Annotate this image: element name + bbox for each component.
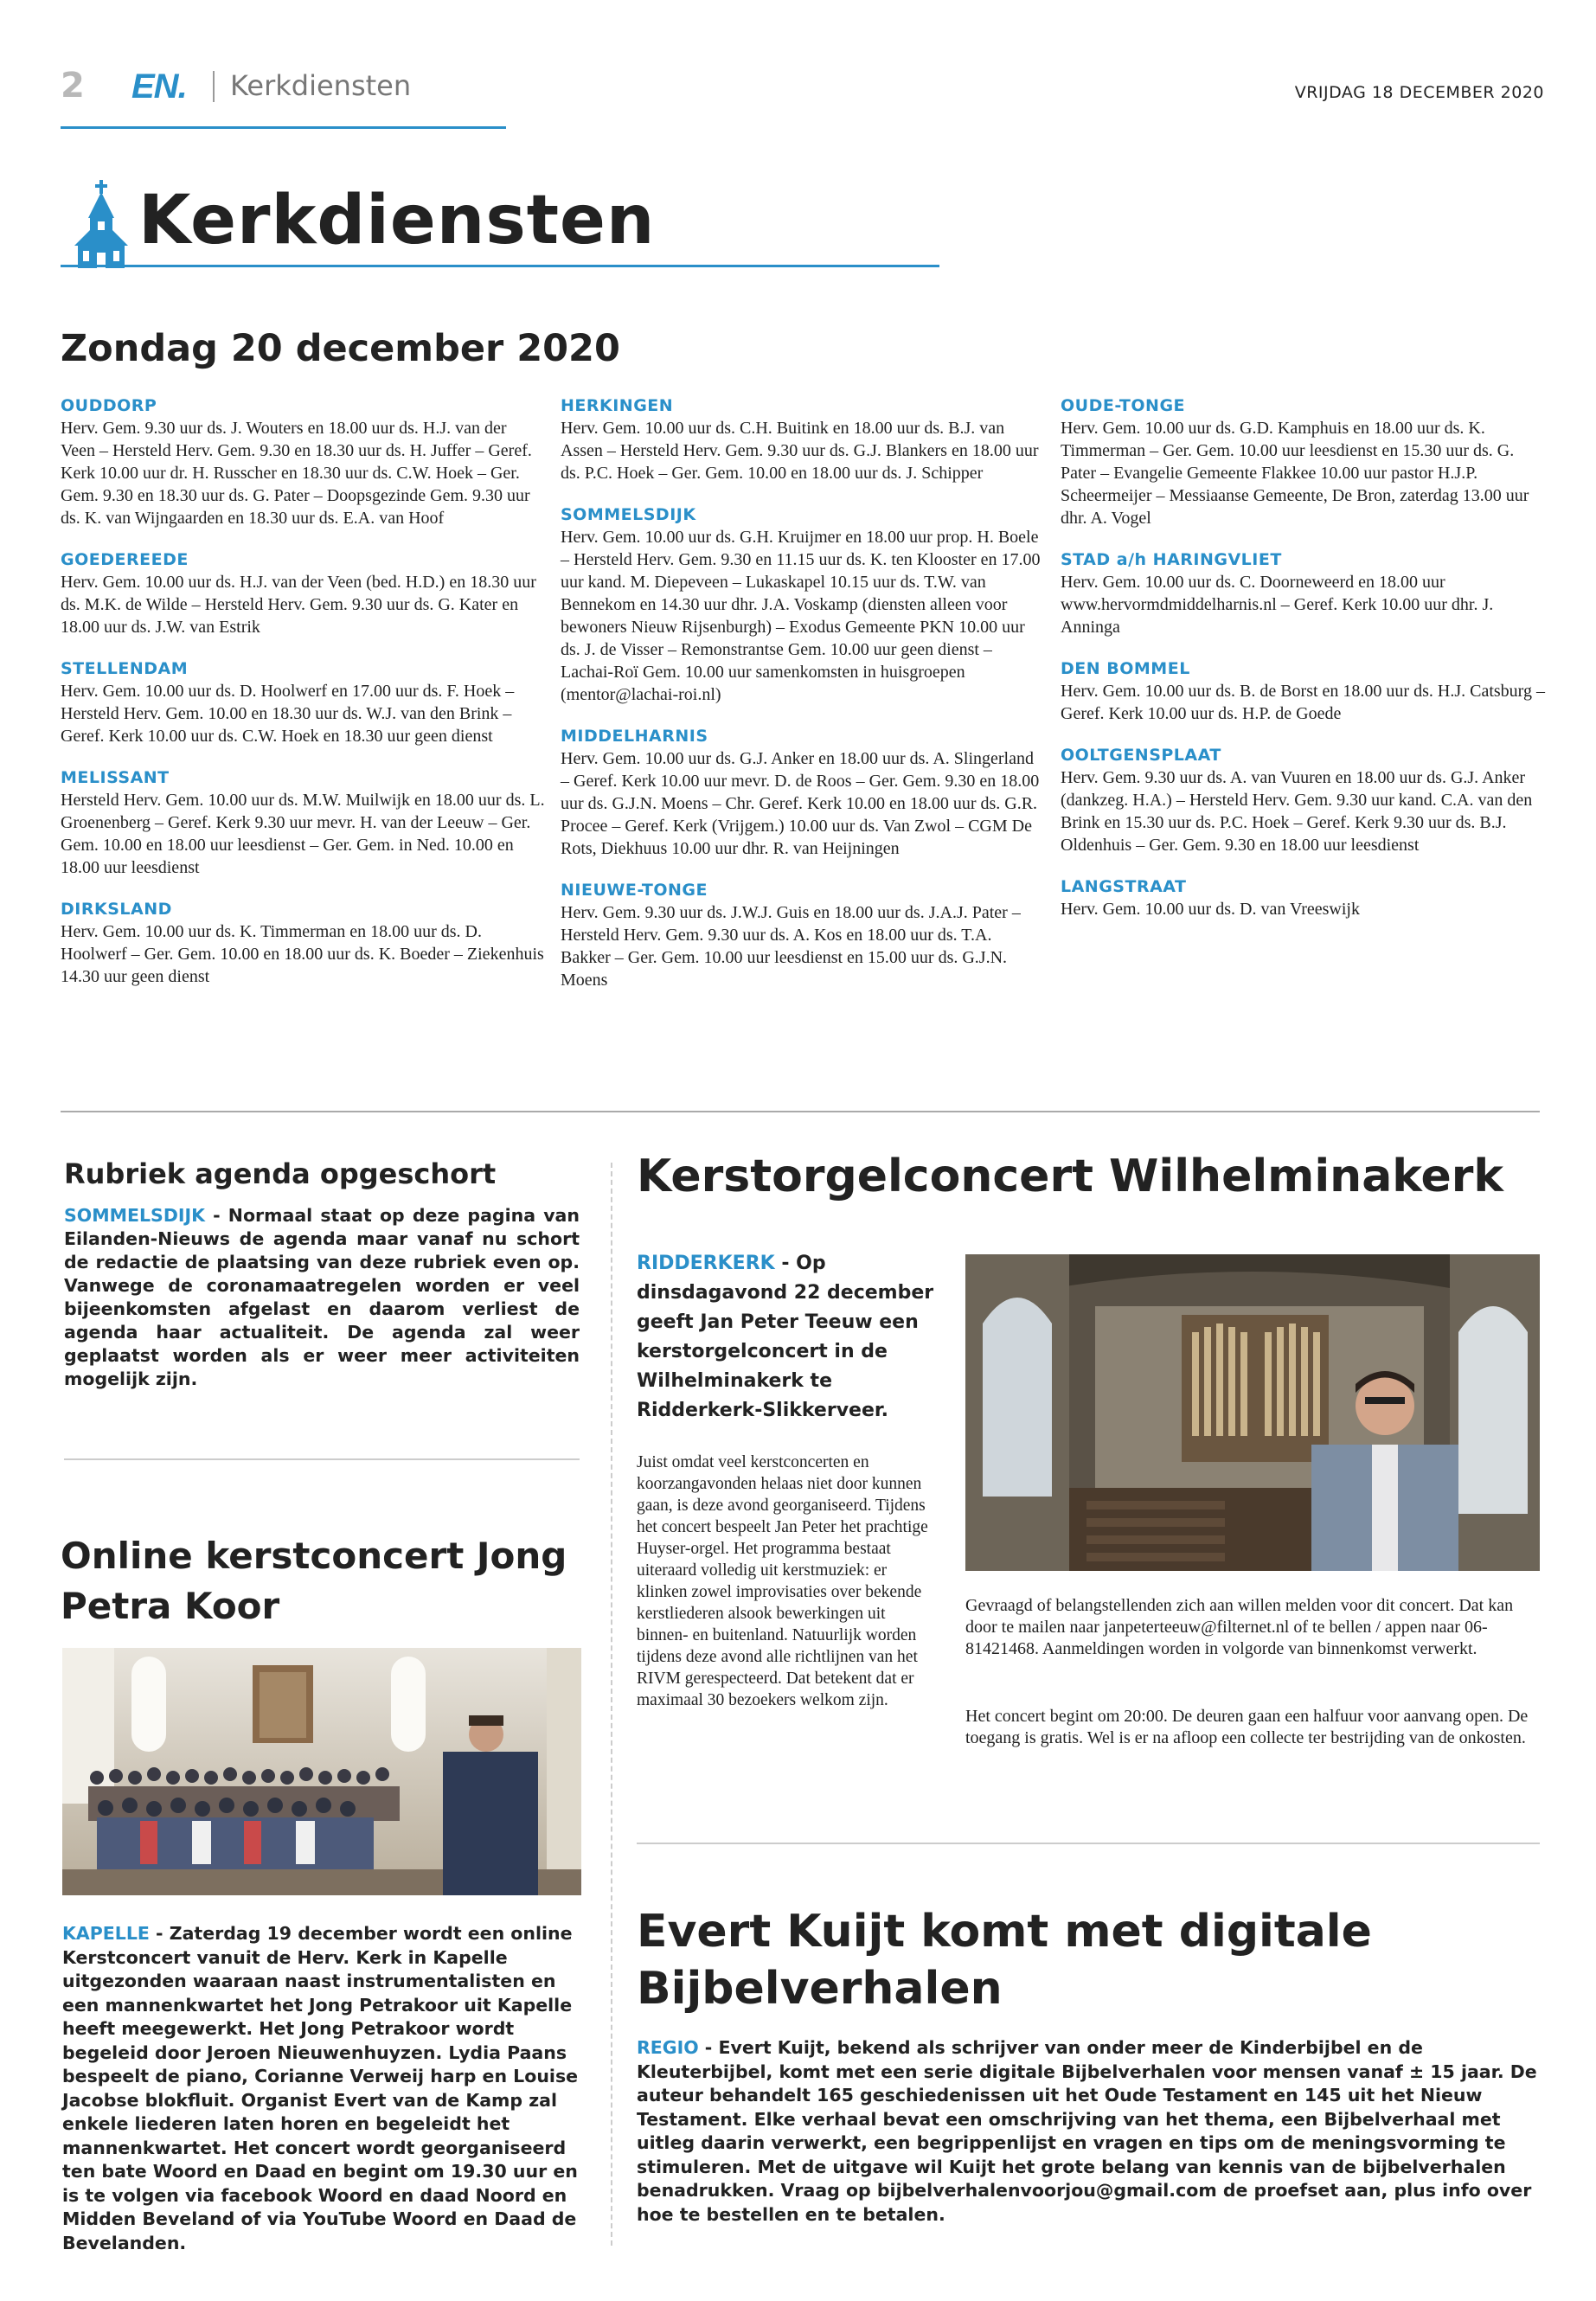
organ-photo	[965, 1254, 1540, 1571]
article-kicker: REGIO	[637, 2037, 699, 2058]
service-text: Hersteld Herv. Gem. 10.00 uur ds. M.W. Muilwijk en 18.00 uur ds. L. Groenenberg – Geref. Kerk 9.30 uur mevr. H. van der Leeuw – Ger. Gem. 10.00 en 18.00 uur leesdienst – Ger. Gem. in Ned. 10.00 en 18.00 uur leesdienst	[61, 791, 545, 877]
listing-entry	[561, 725, 1045, 860]
service-text: Herv. Gem. 10.00 uur ds. G.J. Anker en 18.00 uur ds. A. Slingerland – Geref. Kerk 10.00 uur mevr. D. de Roos – Ger. Gem. 9.30 en 18.00 uur ds. G.J.N. Moens – Chr. Geref. Kerk 10.00 en 18.00 uur ds. G.R. Procee – Geref. Kerk (Vrijgem.) 10.00 uur ds. Van Zwol – CGM De Rots, Diekhuus 10.00 uur dhr. R. van Heijningen	[561, 749, 1040, 858]
evert-kuijt-headline: Evert Kuijt komt met digitale Bijbelverhalen	[637, 1906, 1372, 2015]
listing-entry	[561, 879, 1045, 991]
place-name: HERKINGEN	[561, 396, 674, 415]
listing-entry	[561, 394, 1045, 484]
organ-concert-body: Juist omdat veel kerstconcerten en koorzangavonden helaas niet door kunnen gaan, is deze avond georganiseerd. Tijdens het concert bespeelt Jan Peter het prachtige Huyser-orgel. Het programma bestaat uiteraard volledig uit kerstmuziek: er klinken zowel improvisaties over bekende kerstliederen alsook bewerkingen uit binnen- en buitenland. Natuurlijk worden tijdens deze avond alle richtlijnen van het RIVM gerespecteerd. Dat betekent dat er maximaal 30 bezoekers welkom zijn.	[637, 1453, 928, 1709]
article-text: - Op dinsdagavond 22 december geeft Jan Peter Teeuw een kerstorgelconcert in de Wilhelminakerk te Ridderkerk-Slikkerveer.	[637, 1253, 934, 1421]
service-text: Herv. Gem. 10.00 uur ds. D. van Vreeswijk	[1061, 900, 1360, 919]
listing-entry	[1061, 875, 1545, 920]
listing-entry	[61, 898, 545, 988]
article-kicker: SOMMELSDIJK	[64, 1205, 205, 1226]
listing-entry	[561, 503, 1045, 706]
place-name: MELISSANT	[61, 768, 170, 787]
service-text: Herv. Gem. 10.00 uur ds. G.D. Kamphuis en 18.00 uur ds. K. Timmerman – Ger. Gem. 10.00 uur leesdienst en 15.30 uur ds. G. Pater – Evangelie Gemeente Flakkee 10.00 uur pastor H.J.P. Scheermeijer – Messiaanse Gemeente, De Bron, zaterdag 13.00 uur dhr. A. Vogel	[1061, 419, 1529, 528]
service-text: Herv. Gem. 9.30 uur ds. J.W.J. Guis en 18.00 uur ds. J.A.J. Pater – Hersteld Herv. Gem. 9.30 uur ds. A. Kos en 18.00 uur ds. T.A. Bakker – Ger. Gem. 10.00 uur leesdienst en 15.00 uur ds. G.J.N. Moens	[561, 903, 1021, 990]
place-name: OOLTGENSPLAAT	[1061, 746, 1221, 765]
column-divider	[611, 1163, 612, 2246]
place-name: OUDDORP	[61, 396, 157, 415]
listing-entry	[61, 657, 545, 747]
publication-logo: EN.	[131, 67, 187, 106]
article-text: - Zaterdag 19 december wordt een online Kerstconcert vanuit de Herv. Kerk in Kapelle uitgezonden waaraan naast instrumentalisten en een mannenkwartet het Jong Petrakoor uit Kapelle heeft meegewerkt. Het Jong Petrakoor wordt begeleid door Jeroen Nieuwenhuyzen. Lydia Paans bespeelt de piano, Corianne Verweij harp en Louise Jacobse blokfluit. Organist Evert van de Kamp zal enkele liederen laten horen en begeleidt het mannenkwartet. Het concert wordt georganiseerd ten bate Woord en Daad en begint om 19.30 uur en is te volgen via facebook Woord en daad Noord en Midden Beveland of via YouTube Woord en Daad de Bevelanden.	[62, 1923, 579, 2253]
service-text: Herv. Gem. 10.00 uur ds. D. Hoolwerf en 17.00 uur ds. F. Hoek – Hersteld Herv. Gem. 10.00 en 18.30 uur ds. W.J. van den Brink – Geref. Kerk 10.00 uur ds. C.W. Hoek en 18.30 uur geen dienst	[61, 682, 515, 746]
listing-entry	[1061, 394, 1545, 529]
place-name: LANGSTRAAT	[1061, 877, 1187, 896]
header-rule	[61, 126, 506, 129]
place-name: DEN BOMMEL	[1061, 659, 1190, 678]
organ-concert-practical: Het concert begint om 20:00. De deuren gaan een halfuur voor aanvang open. De toegang is gratis. Wel is er na afloop een collecte ter bestrijding van de onkosten.	[965, 1707, 1529, 1747]
article-kicker: KAPELLE	[62, 1923, 150, 1944]
listing-entry	[1061, 744, 1545, 856]
place-name: MIDDELHARNIS	[561, 727, 708, 746]
page-title: Kerkdiensten	[138, 182, 656, 260]
online-concert-article	[62, 1922, 581, 2255]
article-divider	[64, 1458, 580, 1460]
date-subhead: Zondag 20 december 2020	[61, 327, 620, 370]
evert-kuijt-article	[637, 2036, 1540, 2227]
issue-date: VRIJDAG 18 DECEMBER 2020	[1294, 83, 1544, 102]
service-text: Herv. Gem. 10.00 uur ds. C. Doorneweerd en 18.00 uur www.hervormdmiddelharnis.nl – Geref. Kerk 10.00 uur dhr. J. Anninga	[1061, 573, 1494, 637]
service-text: Herv. Gem. 10.00 uur ds. B. de Borst en 18.00 uur ds. H.J. Catsburg – Geref. Kerk 10.00 uur ds. H.P. de Goede	[1061, 682, 1545, 723]
agenda-article	[64, 1204, 580, 1391]
listing-column-2	[561, 394, 1045, 1010]
place-name: NIEUWE-TONGE	[561, 881, 708, 900]
service-text: Herv. Gem. 10.00 uur ds. H.J. van der Veen (bed. H.D.) en 18.30 uur ds. M.K. de Wilde – Hersteld Herv. Gem. 9.30 uur ds. G. Kater en 18.00 uur ds. J.W. van Estrik	[61, 573, 536, 637]
article-text: - Evert Kuijt, bekend als schrijver van onder meer de Kinderbijbel en de Kleuterbijbel, komt met een serie digitale Bijbelverhalen voor mensen vanaf ± 15 jaar. De auteur behandelt 165 geschiedenissen uit het Oude Testament en 145 uit het Nieuw Testament. Elke verhaal bevat een omschrijving van het thema, een Bijbelverhaal met uitleg daarin verwerkt, een begrippenlijst en vragen en tips om de meningsvorming te stimuleren. Met de uitgave wil Kuijt het grote belang van kennis van de bijbelverhalen benadrukken. Vraag op bijbelverhalenvoorjou@gmail.com de proefset aan, plus info over hoe te bestellen en te betalen.	[637, 2037, 1537, 2225]
title-rule	[61, 265, 939, 267]
service-text: Herv. Gem. 10.00 uur ds. C.H. Buitink en 18.00 uur ds. B.J. van Assen – Hersteld Herv. Gem. 9.30 uur ds. G.J. Blankers en 18.00 uur ds. P.C. Hoek – Ger. Gem. 10.00 en 18.00 uur ds. J. Schipper	[561, 419, 1039, 483]
service-text: Herv. Gem. 10.00 uur ds. K. Timmerman en 18.00 uur ds. D. Hoolwerf – Ger. Gem. 10.00 en 18.00 uur ds. K. Boeder – Ziekenhuis 14.30 uur geen dienst	[61, 922, 544, 986]
listing-entry	[61, 394, 545, 529]
organ-concert-signup: Gevraagd of belangstellenden zich aan willen melden voor dit concert. Dat kan door te mailen naar janpeterteeuw@filternet.nl of te bellen / appen naar 06-81421468. Aanmeldingen worden in volgorde van binnenkomst verwerkt.	[965, 1596, 1514, 1658]
listing-entry	[1061, 548, 1545, 638]
listing-entry	[61, 548, 545, 638]
service-text: Herv. Gem. 9.30 uur ds. J. Wouters en 18.00 uur ds. H.J. van der Veen – Hersteld Herv. Gem. 9.30 en 18.30 uur ds. H. Juffer – Geref. Kerk 10.00 uur dr. H. Russcher en 18.30 uur ds. C.W. Hoek – Ger. Gem. 9.30 en 18.30 uur ds. G. Pater – Doopsgezinde Gem. 9.30 uur ds. K. van Wijngaarden en 18.30 uur ds. E.A. van Hoof	[61, 419, 532, 528]
service-text: Herv. Gem. 9.30 uur ds. A. van Vuuren en 18.00 uur ds. G.J. Anker (dankzeg. H.A.) – Hersteld Herv. Gem. 9.30 uur kand. C.A. van den Brink en 15.30 uur ds. P.C. Hoek – Geref. Kerk 9.30 uur ds. B.J. Oldenhuis – Ger. Gem. 9.30 en 18.00 uur leesdienst	[1061, 768, 1533, 855]
section-label: Kerkdiensten	[230, 69, 412, 102]
page-number: 2	[61, 66, 85, 106]
listing-entry	[1061, 657, 1545, 725]
listing-column-3	[1061, 394, 1545, 939]
organ-concert-lead	[637, 1249, 939, 1426]
choir-photo	[62, 1648, 581, 1895]
article-text: - Normaal staat op deze pagina van Eilanden-Nieuws de agenda maar vanaf nu schort de redactie de plaatsing van deze rubriek even op. Vanwege de coronamaatregelen worden er veel bijeenkomsten afgelast en daarom verliest de agenda haar actualiteit. De agenda zal weer geplaatst worden als er weer meer activiteiten mogelijk zijn.	[64, 1205, 580, 1389]
online-concert-headline: Online kerstconcert Jong Petra Koor	[61, 1535, 567, 1627]
place-name: DIRKSLAND	[61, 900, 172, 919]
place-name: SOMMELSDIJK	[561, 505, 696, 524]
place-name: STAD a/h HARINGVLIET	[1061, 550, 1282, 569]
agenda-headline: Rubriek agenda opgeschort	[64, 1157, 497, 1190]
place-name: STELLENDAM	[61, 659, 189, 678]
article-divider	[637, 1843, 1540, 1844]
listing-column-1	[61, 394, 545, 1007]
listing-entry	[61, 766, 545, 879]
organ-concert-headline: Kerstorgelconcert Wilhelminakerk	[637, 1150, 1503, 1202]
place-name: OUDE-TONGE	[1061, 396, 1186, 415]
place-name: GOEDEREEDE	[61, 550, 189, 569]
article-kicker: RIDDERKERK	[637, 1253, 775, 1274]
church-icon	[71, 180, 131, 270]
service-text: Herv. Gem. 10.00 uur ds. G.H. Kruijmer en 18.00 uur prop. H. Boele – Hersteld Herv. Gem. 9.30 en 11.15 uur ds. K. ten Klooster en 17.00 uur kand. M. Diepeveen – Lukaskapel 10.15 uur ds. T.W. van Bennekom en 14.30 uur dhr. J.A. Voskamp (diensten alleen voor bewoners Nieuw Rijsenburgh) – Exodus Gemeente PKN 10.00 uur ds. J. de Visser – Remonstrantse Gem. 10.00 uur geen dienst – Lachai-Roï Gem. 10.00 uur samenkomsten in huisgroepen (mentor@lachai-roi.nl)	[561, 528, 1041, 704]
section-divider	[61, 1111, 1540, 1112]
header-separator	[213, 71, 215, 102]
